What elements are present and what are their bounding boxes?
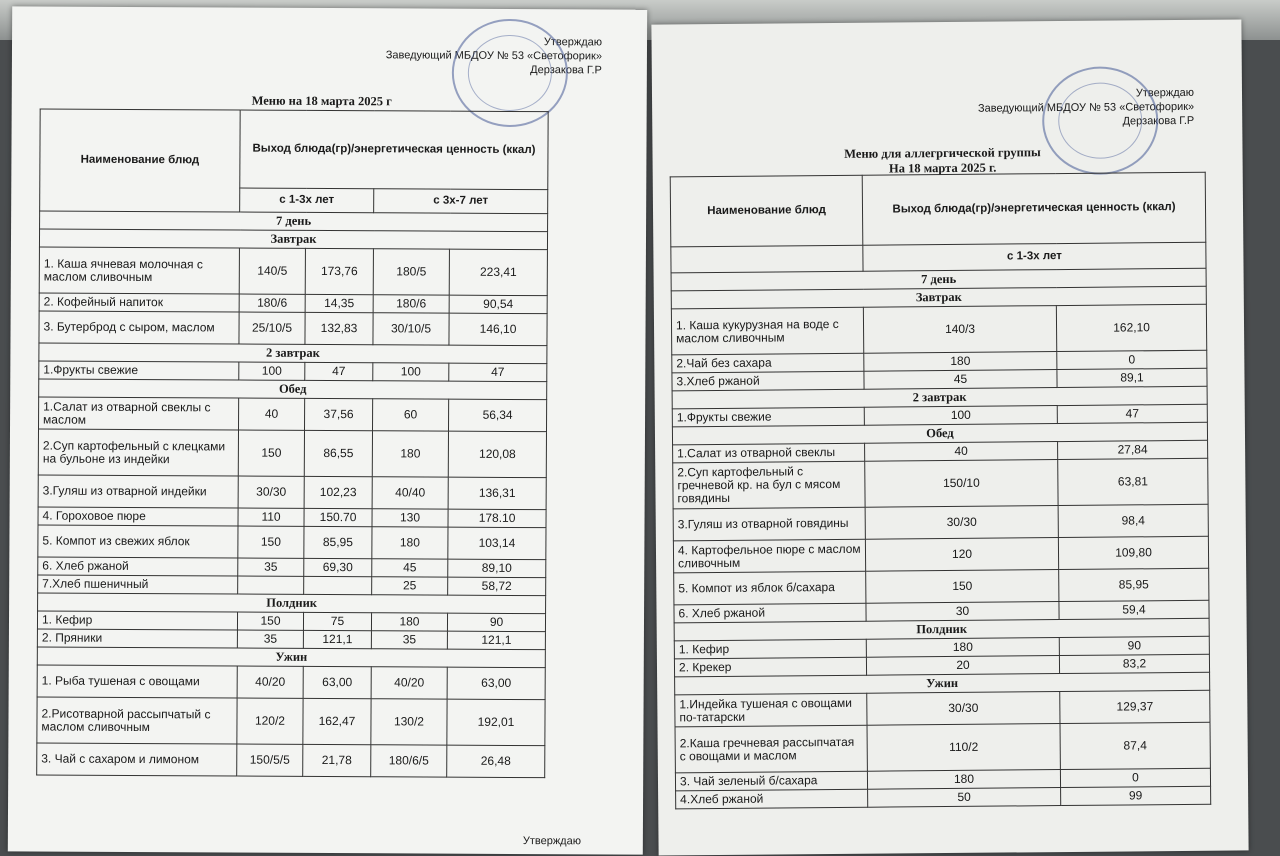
section-title: Полдник [38, 593, 546, 614]
table-row [37, 697, 545, 746]
kcal-1-3: 47 [1057, 404, 1207, 423]
menu-subtitle-line: На 18 марта 2025 г. [888, 160, 997, 176]
weight-3-7: 25 [372, 577, 448, 595]
dish-name: 1.Индейка тушеная с овощами по-татарски [675, 693, 867, 727]
kcal-1-3: 75 [303, 612, 371, 630]
weight-1-3: 30/30 [867, 692, 1060, 726]
kcal-1-3: 85,95 [1059, 568, 1209, 601]
table-row [37, 743, 545, 778]
weight-3-7: 40/20 [371, 667, 447, 699]
kcal-3-7: 26,48 [447, 745, 545, 778]
kcal-3-7: 63,00 [447, 667, 545, 700]
approval-position: Заведующий МБДОУ № 53 «Светофорик» [977, 100, 1195, 115]
weight-1-3: 50 [868, 788, 1061, 808]
approval-word: Утверждаю [1135, 86, 1195, 100]
table-row [38, 475, 546, 510]
header-output: Выход блюда(гр)/энергетическая ценность (ккал) [862, 172, 1206, 245]
dish-name: 2. Пряники [37, 629, 237, 648]
kcal-1-3: 132,83 [305, 312, 373, 344]
kcal-1-3: 0 [1060, 768, 1210, 787]
section-title: 2 завтрак [672, 386, 1207, 409]
dish-name: 6. Хлеб ржаной [674, 603, 866, 623]
kcal-1-3: 102,23 [304, 476, 372, 508]
dish-name: 2.Чай без сахара [672, 353, 864, 373]
weight-3-7: 180/5 [373, 249, 449, 295]
weight-1-3: 150 [238, 526, 304, 558]
dish-name: 5. Компот из яблок б/сахара [674, 571, 866, 605]
menu-sheet-main [8, 6, 647, 854]
kcal-1-3: 63,00 [303, 666, 371, 698]
footer-approve: Утверждаю [522, 835, 582, 848]
weight-1-3: 150 [237, 612, 303, 630]
weight-1-3: 180 [867, 770, 1060, 790]
kcal-1-3: 87,4 [1060, 722, 1210, 769]
dish-name: 4. Гороховое пюре [38, 507, 238, 526]
table-row [671, 304, 1206, 355]
kcal-3-7: 56,34 [448, 399, 546, 432]
dish-name: 1.Фрукты свежие [672, 407, 864, 427]
section-title: 2 завтрак [39, 343, 547, 364]
kcal-1-3: 0 [1057, 350, 1207, 369]
dish-name: 6. Хлеб ржаной [38, 557, 238, 576]
dish-name: 3. Чай зеленый б/сахара [675, 771, 867, 791]
kcal-1-3: 89,1 [1057, 368, 1207, 387]
weight-1-3: 45 [864, 370, 1057, 390]
weight-1-3: 40 [865, 442, 1058, 462]
weight-1-3: 150/5/5 [237, 744, 303, 776]
kcal-1-3: 99 [1061, 786, 1211, 805]
table-row [674, 568, 1209, 605]
menu-table-main [36, 108, 549, 778]
weight-1-3: 140/5 [239, 248, 305, 294]
weight-3-7: 180/6 [373, 295, 449, 313]
weight-1-3: 35 [237, 630, 303, 648]
dish-name: 3.Гуляш из отварной индейки [38, 475, 238, 508]
header-age-3-7: с 3х-7 лет [374, 189, 548, 214]
weight-1-3: 110 [238, 508, 304, 526]
table-row [38, 429, 546, 478]
kcal-3-7: 58,72 [448, 577, 546, 596]
header-age-1-3: с 1-3х лет [863, 242, 1206, 271]
weight-3-7: 130/2 [371, 699, 447, 745]
table-row [676, 786, 1211, 809]
dish-name: 2.Суп картофельный с клецками на бульоне из индейки [38, 429, 238, 476]
dish-name: 2. Крекер [674, 657, 866, 677]
kcal-3-7: 90 [447, 613, 545, 632]
weight-1-3: 120/2 [237, 698, 303, 744]
kcal-1-3: 14,35 [305, 294, 373, 312]
menu-title-line: Меню для аллегргической группы [844, 145, 1041, 161]
approval-name: Дерзакова Г.Р [530, 64, 602, 77]
weight-3-7: 100 [373, 363, 449, 381]
table-row [673, 504, 1208, 541]
dish-name: 2. Кофейный напиток [39, 293, 239, 312]
header-dish-name: Наименование блюд [40, 109, 241, 212]
dish-name: 1. Каша ячневая молочная с маслом сливочным [39, 247, 239, 294]
dish-name: 1. Каша кукурузная на воде с маслом сливочным [671, 307, 863, 355]
approval-position: Заведующий МБДОУ № 53 «Светофорик» [385, 49, 602, 63]
weight-1-3: 30 [866, 602, 1059, 622]
weight-1-3: 100 [239, 362, 305, 380]
kcal-1-3: 86,55 [304, 430, 372, 476]
kcal-1-3: 37,56 [305, 398, 373, 430]
weight-1-3: 30/30 [238, 476, 304, 508]
weight-3-7: 180 [372, 527, 448, 559]
approval-name: Дерзакова Г.Р [1122, 114, 1195, 128]
table-row [675, 722, 1210, 773]
weight-1-3: 40/20 [237, 666, 303, 698]
weight-3-7: 130 [372, 509, 448, 527]
kcal-1-3: 162,10 [1056, 304, 1206, 351]
kcal-3-7: 90,54 [449, 295, 547, 314]
day-label: 7 день [671, 268, 1206, 291]
kcal-3-7: 136,31 [448, 477, 546, 510]
dish-name: 1. Кефир [37, 611, 237, 630]
dish-name: 4. Картофельное пюре с маслом сливочным [673, 539, 865, 573]
weight-1-3: 40 [239, 398, 305, 430]
kcal-1-3: 121,1 [303, 630, 371, 648]
dish-name: 3. Чай с сахаром и лимоном [37, 743, 237, 776]
kcal-1-3: 69,30 [304, 558, 372, 576]
kcal-1-3: 98,4 [1058, 504, 1208, 537]
kcal-3-7: 223,41 [449, 249, 547, 296]
weight-3-7: 45 [372, 559, 448, 577]
table-row [37, 665, 545, 700]
weight-3-7: 180 [372, 431, 448, 477]
kcal-1-3: 47 [305, 362, 373, 380]
weight-1-3: 120 [865, 538, 1058, 572]
kcal-1-3: 150.70 [304, 508, 372, 526]
kcal-3-7: 178.10 [448, 509, 546, 528]
menu-title: Меню на 18 марта 2025 г [251, 93, 392, 109]
dish-name: 5. Компот из свежих яблок [38, 525, 238, 558]
section-title: Ужин [675, 672, 1210, 695]
section-title: Завтрак [39, 229, 547, 250]
kcal-3-7: 47 [449, 363, 547, 382]
section-title: Ужин [37, 647, 545, 668]
weight-1-3: 35 [238, 558, 304, 576]
menu-sheet-allergy [651, 19, 1248, 855]
section-title: Завтрак [671, 286, 1206, 309]
section-title: Полдник [674, 618, 1209, 641]
table-row [39, 311, 547, 346]
header-output: Выход блюда(гр)/энергетическая ценность (ккал) [240, 110, 548, 190]
table-row [673, 458, 1208, 509]
table-row [39, 247, 547, 296]
table-row [38, 525, 546, 560]
weight-1-3: 110/2 [867, 724, 1060, 772]
kcal-1-3: 21,78 [303, 744, 371, 776]
weight-1-3: 180 [864, 352, 1057, 372]
dish-name: 2.Рисотварной рассыпчатый с маслом сливочным [37, 697, 237, 744]
kcal-1-3 [304, 576, 372, 594]
dish-name: 2.Суп картофельный с гречневой кр. на бул с мясом говядины [673, 461, 865, 509]
approval-word: Утверждаю [543, 36, 603, 49]
weight-1-3: 30/30 [865, 506, 1058, 540]
kcal-1-3: 173,76 [305, 248, 373, 294]
header-dish-name: Наименование блюд [670, 175, 863, 247]
kcal-1-3: 83,2 [1059, 654, 1209, 673]
weight-1-3: 180/6 [239, 294, 305, 312]
dish-name: 3.Гуляш из отварной говядины [673, 507, 865, 541]
kcal-3-7: 121,1 [447, 631, 545, 650]
header-age-1-3: с 1-3х лет [240, 188, 374, 213]
kcal-3-7: 103,14 [448, 527, 546, 560]
dish-name: 4.Хлеб ржаной [676, 789, 868, 809]
menu-table-allergy [670, 172, 1212, 810]
table-row [673, 536, 1208, 573]
weight-1-3: 20 [866, 656, 1059, 676]
weight-3-7: 30/10/5 [373, 313, 449, 345]
weight-1-3: 180 [866, 638, 1059, 658]
kcal-1-3: 90 [1059, 636, 1209, 655]
dish-name: 3.Хлеб ржаной [672, 371, 864, 391]
weight-3-7: 180/6/5 [371, 745, 447, 777]
dish-name: 3. Бутерброд с сыром, маслом [39, 311, 239, 344]
section-title: Обед [39, 379, 547, 400]
kcal-1-3: 129,37 [1060, 690, 1210, 723]
dish-name: 7.Хлеб пшеничный [38, 575, 238, 594]
kcal-3-7: 146,10 [449, 313, 547, 346]
kcal-1-3: 85,95 [304, 526, 372, 558]
kcal-1-3: 109,80 [1058, 536, 1208, 569]
weight-3-7: 180 [371, 613, 447, 631]
kcal-1-3: 59,4 [1059, 600, 1209, 619]
section-title: Обед [672, 422, 1207, 445]
kcal-1-3: 63,81 [1058, 458, 1208, 505]
dish-name: 1.Салат из отварной свеклы [673, 443, 865, 463]
header-empty [671, 245, 863, 273]
kcal-3-7: 89,10 [448, 559, 546, 578]
table-row [675, 690, 1210, 727]
dish-name: 1. Рыба тушеная с овощами [37, 665, 237, 698]
table-row [39, 397, 547, 432]
weight-3-7: 60 [372, 399, 448, 431]
weight-1-3: 150/10 [865, 460, 1058, 508]
kcal-3-7: 120,08 [448, 431, 546, 478]
weight-1-3: 150 [238, 430, 304, 476]
day-label: 7 день [40, 211, 548, 232]
kcal-3-7: 192,01 [447, 699, 545, 746]
weight-3-7: 40/40 [372, 477, 448, 509]
dish-name: 2.Каша гречневая рассыпчатая с овощами и маслом [675, 725, 867, 773]
weight-1-3: 100 [864, 406, 1057, 426]
kcal-1-3: 27,84 [1058, 440, 1208, 459]
weight-1-3: 140/3 [863, 306, 1056, 354]
kcal-1-3: 162,47 [303, 698, 371, 744]
weight-1-3: 25/10/5 [239, 312, 305, 344]
dish-name: 1.Фрукты свежие [39, 361, 239, 380]
weight-1-3 [238, 576, 304, 594]
dish-name: 1.Салат из отварной свеклы с маслом [39, 397, 239, 430]
weight-1-3: 150 [866, 570, 1059, 604]
dish-name: 1. Кефир [674, 639, 866, 659]
weight-3-7: 35 [371, 631, 447, 649]
